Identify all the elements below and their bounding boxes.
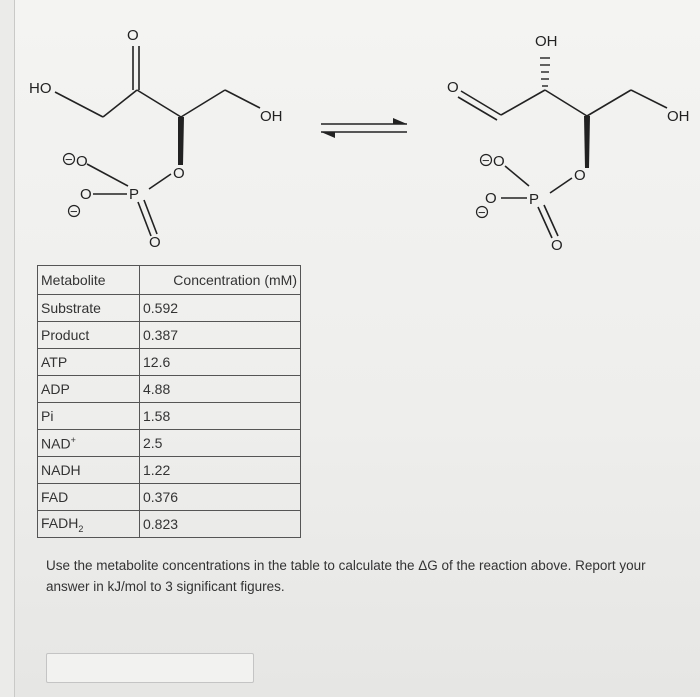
table-row bbox=[38, 376, 301, 403]
table-row bbox=[38, 349, 301, 376]
product-ester-o-label: O bbox=[574, 167, 586, 184]
charge-superscript: + bbox=[70, 434, 76, 445]
table-row bbox=[38, 484, 301, 511]
table-header-row bbox=[38, 266, 301, 295]
metabolite-table bbox=[37, 265, 301, 538]
product-p-label: P bbox=[529, 191, 540, 208]
product-aldehyde-o-label: O bbox=[447, 79, 459, 96]
metabolite-concentration: 1.22 bbox=[140, 457, 301, 484]
table-row bbox=[38, 457, 301, 484]
table-row bbox=[38, 430, 301, 457]
substrate-o-minus-left-label: O bbox=[80, 186, 92, 203]
substrate-o-minus-top-label: O bbox=[76, 153, 88, 170]
table-row bbox=[38, 322, 301, 349]
worksheet-page bbox=[14, 0, 700, 697]
header-concentration: Concentration (mM) bbox=[140, 266, 301, 295]
product-o-minus-left-label: O bbox=[485, 190, 497, 207]
product-oh-right-label: OH bbox=[667, 108, 690, 125]
substrate-minus-sign-2: − bbox=[70, 204, 78, 219]
substrate-ho-label: HO bbox=[29, 80, 52, 97]
metabolite-concentration: 4.88 bbox=[140, 376, 301, 403]
metabolite-name: Pi bbox=[38, 403, 140, 430]
metabolite-name: ATP bbox=[38, 349, 140, 376]
header-metabolite: Metabolite bbox=[38, 266, 140, 295]
metabolite-concentration: 0.376 bbox=[140, 484, 301, 511]
metabolite-name: FAD bbox=[38, 484, 140, 511]
metabolite-concentration: 12.6 bbox=[140, 349, 301, 376]
question-text: Use the metabolite concentrations in the table to calculate the ΔG of the reaction above. Report your answer in kJ/mol to 3 significant figures. bbox=[46, 558, 646, 594]
substrate-po-double-o-label: O bbox=[149, 234, 161, 251]
substrate-minus-sign-1: − bbox=[65, 152, 73, 167]
metabolite-name-text: FADH bbox=[41, 514, 79, 531]
metabolite-name: NADH bbox=[38, 457, 140, 484]
product-minus-sign-1: − bbox=[482, 153, 490, 168]
metabolite-concentration: 1.58 bbox=[140, 403, 301, 430]
substrate-p-label: P bbox=[129, 186, 140, 203]
product-o-minus-top-label: O bbox=[493, 153, 505, 170]
metabolite-name: Substrate bbox=[38, 295, 140, 322]
table-row bbox=[38, 295, 301, 322]
table-row bbox=[38, 511, 301, 538]
metabolite-name-text: NAD bbox=[41, 435, 71, 452]
metabolite-name: Product bbox=[38, 322, 140, 349]
metabolite-concentration: 2.5 bbox=[140, 430, 301, 457]
metabolite-name bbox=[38, 511, 140, 538]
metabolite-name: ADP bbox=[38, 376, 140, 403]
answer-input[interactable] bbox=[46, 653, 254, 683]
product-minus-sign-2: − bbox=[478, 205, 486, 220]
substrate-ester-o-label: O bbox=[173, 165, 185, 182]
product-po-double-o-label: O bbox=[551, 237, 563, 254]
substrate-ketone-o-label: O bbox=[127, 27, 139, 44]
metabolite-concentration: 0.387 bbox=[140, 322, 301, 349]
metabolite-concentration: 0.592 bbox=[140, 295, 301, 322]
table-row bbox=[38, 403, 301, 430]
subscript: 2 bbox=[78, 523, 84, 534]
reaction-diagram bbox=[15, 0, 700, 265]
metabolite-name bbox=[38, 430, 140, 457]
substrate-oh-label: OH bbox=[260, 108, 283, 125]
metabolite-concentration: 0.823 bbox=[140, 511, 301, 538]
product-oh-top-label: OH bbox=[535, 33, 558, 50]
